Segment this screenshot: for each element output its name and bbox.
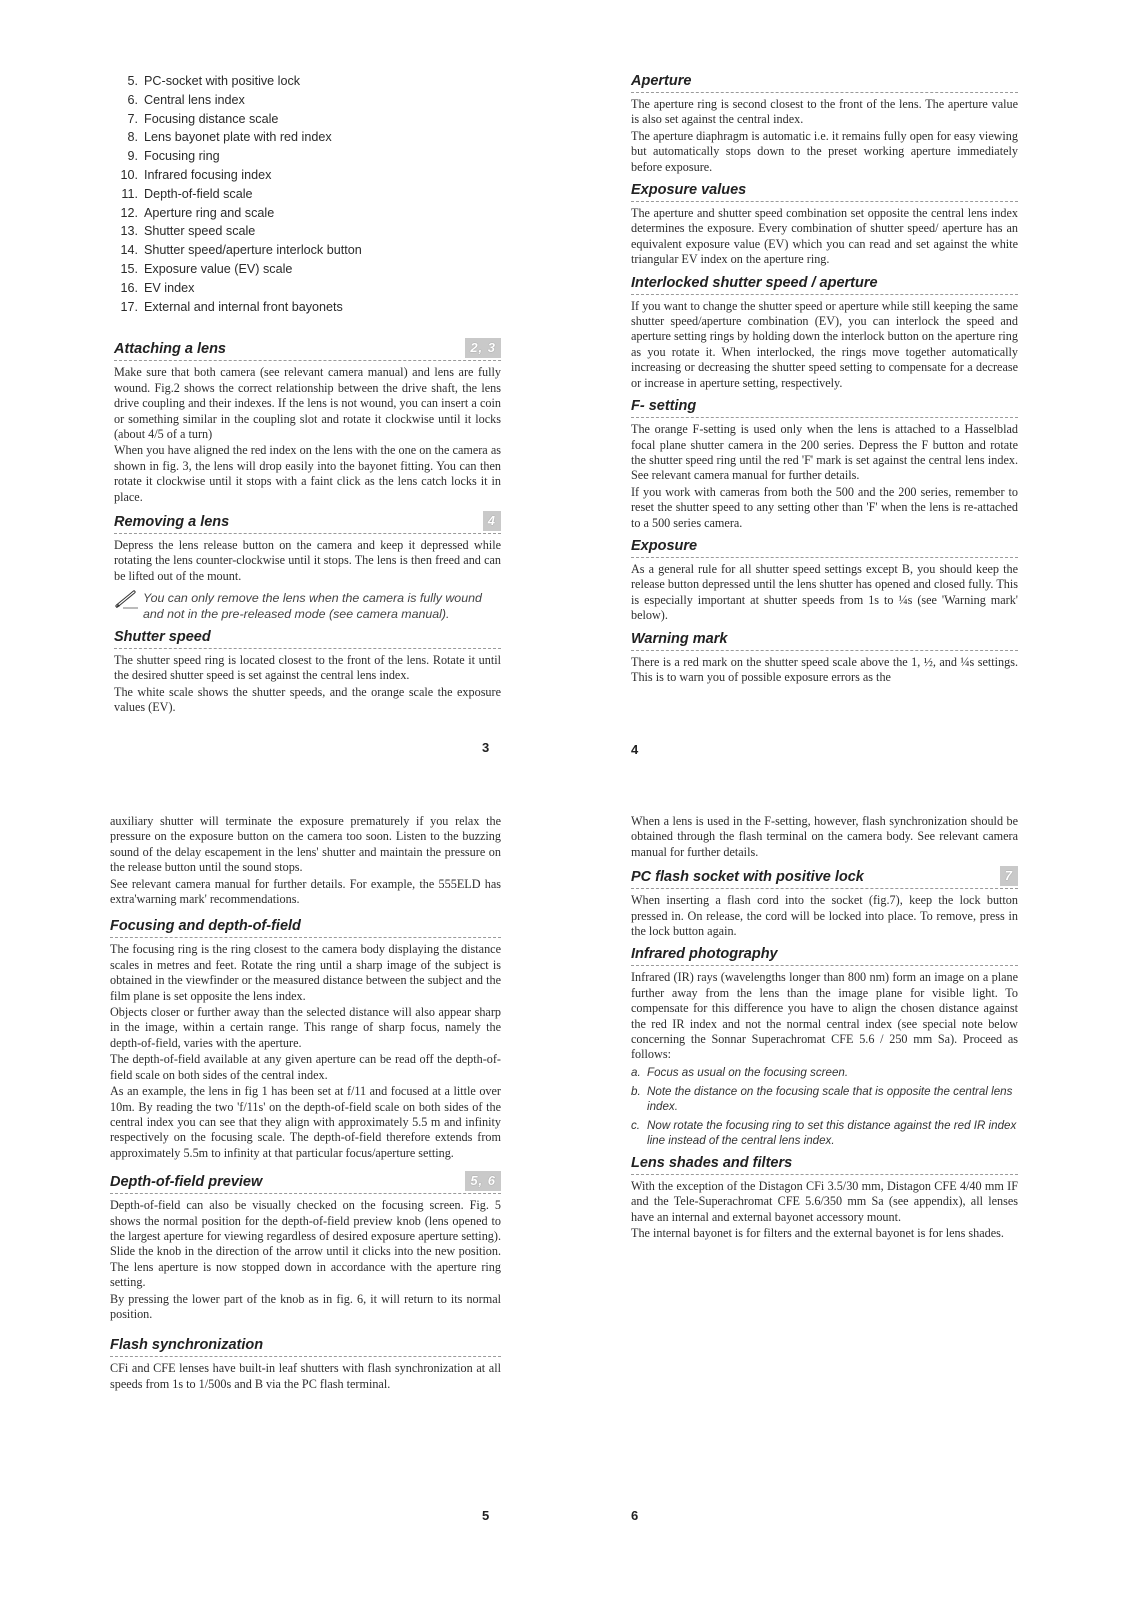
section-exposure bbox=[631, 537, 1018, 624]
section-heading bbox=[631, 945, 1018, 966]
paragraph: The internal bayonet is for filters and the external bayonet is for lens shades. bbox=[631, 1226, 1004, 1241]
paragraph: As an example, the lens in fig 1 has been set at f/11 and focused at a little over 10m. By reading the two 'f/11s' on the depth-of-field scale on both sides of the central index you can see that they align with approximately 5.5 m and infinity respectively on the focusing scale. The depth-of-field therefore extends from approximately 5.5m to infinity at that particular focus/aperture setting. bbox=[110, 1084, 501, 1160]
pencil-icon bbox=[114, 589, 140, 609]
note-text: You can only remove the lens when the camera is fully wound and not in the pre-released mode (see camera manual). bbox=[143, 591, 482, 621]
list-item: 16. EV index bbox=[120, 280, 195, 295]
paragraph: There is a red mark on the shutter speed scale above the 1, ½, and ¼s settings. This is to warn you of possible exposure errors as the bbox=[631, 654, 1018, 684]
section-heading bbox=[114, 628, 501, 649]
heading-infrared: Infrared photography bbox=[631, 946, 778, 963]
page-5-column bbox=[110, 814, 501, 1393]
section-interlocked bbox=[631, 274, 1018, 391]
paragraph: The aperture diaphragm is automatic i.e. it remains fully open for easy viewing but automatically stops down to the preset working aperture immediately before exposure. bbox=[631, 128, 1018, 174]
list-item: 7. Focusing distance scale bbox=[127, 111, 279, 126]
parts-list bbox=[114, 72, 501, 316]
section-flash-sync bbox=[110, 1336, 501, 1392]
list-item: 12. Aperture ring and scale bbox=[120, 205, 275, 220]
section-heading bbox=[631, 274, 1018, 295]
paragraph: Depress the lens release button on the camera and keep it depressed while rotating the lens counter-clockwise until it stops. The lens is then freed and can be lifted out of the mount. bbox=[114, 538, 501, 583]
paragraph: Depth-of-field can also be visually checked on the focusing screen. Fig. 5 shows the normal position for the depth-of-field preview knob (lens opened to the largest aperture for viewing regardless of desired exposure aperture setting). Slide the knob in the direction of the arrow until it clicks into the new position. The lens aperture is now stopped down in accordance with the aperture ring setting. bbox=[110, 1198, 501, 1290]
list-item: 14. Shutter speed/aperture interlock button bbox=[120, 243, 362, 258]
section-dof-preview bbox=[110, 1171, 501, 1322]
paragraph: When inserting a flash cord into the socket (fig.7), keep the lock button pressed in. On release, the cord will be locked into place. To remove, press in the lock button again. bbox=[631, 893, 1018, 939]
heading-lens-shades: Lens shades and filters bbox=[631, 1154, 793, 1171]
list-item: a. Focus as usual on the focusing screen. bbox=[631, 1065, 849, 1079]
heading-interlocked: Interlocked shutter speed / aperture bbox=[631, 274, 878, 291]
section-heading bbox=[110, 1336, 501, 1357]
heading-pc-flash: PC flash socket with positive lock bbox=[631, 869, 864, 886]
section-heading bbox=[114, 511, 501, 534]
section-heading bbox=[631, 630, 1018, 651]
paragraph: By pressing the lower part of the knob as in fig. 6, it will return to its normal position. bbox=[110, 1291, 501, 1321]
section-f-setting bbox=[631, 397, 1018, 531]
section-heading bbox=[631, 181, 1018, 202]
list-item: 8. Lens bayonet plate with red index bbox=[127, 130, 332, 145]
section-aperture bbox=[631, 72, 1018, 175]
list-item: 17. External and internal front bayonets bbox=[120, 299, 343, 314]
list-item: 6. Central lens index bbox=[127, 92, 245, 107]
section-heading bbox=[110, 917, 501, 938]
heading-f-setting: F- setting bbox=[631, 398, 697, 415]
heading-flash-sync: Flash synchronization bbox=[110, 1337, 264, 1354]
heading-exposure-values: Exposure values bbox=[631, 182, 747, 199]
page-number: 3 bbox=[482, 740, 490, 755]
heading-attaching-lens: Attaching a lens bbox=[114, 341, 226, 358]
page-number: 4 bbox=[631, 742, 639, 757]
note bbox=[114, 591, 501, 622]
list-item: 9. Focusing ring bbox=[127, 149, 220, 164]
heading-dof-preview: Depth-of-field preview bbox=[110, 1174, 263, 1191]
figure-badge: 4 bbox=[483, 511, 501, 531]
section-exposure-values bbox=[631, 181, 1018, 268]
paragraph: CFi and CFE lenses have built-in leaf shutters with flash synchronization at all speeds from 1s to 1/500s and B via the PC flash terminal. bbox=[110, 1361, 501, 1391]
section-heading bbox=[110, 1171, 501, 1194]
paragraph: When a lens is used in the F-setting, however, flash synchronization should be obtained through the flash terminal on the camera body. See relevant camera manual for further details. bbox=[631, 814, 1018, 859]
section-shutter-speed bbox=[114, 628, 501, 716]
list-item: 15. Exposure value (EV) scale bbox=[120, 261, 293, 276]
paragraph: If you want to change the shutter speed or aperture while still keeping the same shutter speed/aperture combination (EV), you can interlock the speed and aperture setting rings by holding down the interlock button on the aperture ring as you rotate it. When interlocked, the rings move together automatically increasing or decreasing the shutter speed setting to compensate for a decrease or increase in aperture setting, respectively. bbox=[631, 298, 1018, 390]
list-item: c. Now rotate the focusing ring to set this distance against the red IR index line instead of the central lens index. bbox=[631, 1118, 1017, 1147]
paragraph: Objects closer or further away than the selected distance will also appear sharp in the image, within a certain range. This range of sharp focus, namely the depth-of-field, varies with the aperture. bbox=[110, 1005, 501, 1050]
figure-badge: 2, 3 bbox=[465, 338, 501, 358]
paragraph: The aperture and shutter speed combination set opposite the central lens index determines the exposure. Every combination of shutter speed/ aperture has an equivalent exposure value (EV) which you can read and set against the white triangular EV index on the aperture ring. bbox=[631, 206, 1018, 267]
page-number: 6 bbox=[631, 1508, 639, 1523]
heading-aperture: Aperture bbox=[631, 73, 692, 89]
section-focusing bbox=[110, 917, 501, 1161]
section-pc-flash bbox=[631, 866, 1018, 939]
paragraph: With the exception of the Distagon CFi 3.5/30 mm, Distagon CFE 4/40 mm IF and the Tele-Superachromat CFE 5.6/350 mm Sa (see appendix), all lenses have an internal and external bayonet accessory mount. bbox=[631, 1178, 1018, 1224]
section-heading bbox=[631, 537, 1018, 558]
paragraph: auxiliary shutter will terminate the exposure prematurely if you relax the pressure on the exposure button on the camera too soon. Listen to the buzzing sound of the delay escapement in the lens' shutter and maintain the pressure on the release button until the sound stops. bbox=[110, 814, 501, 875]
steps-list bbox=[631, 1065, 1018, 1148]
list-item: 10. Infrared focusing index bbox=[120, 167, 272, 182]
section-heading bbox=[114, 338, 501, 361]
section-heading bbox=[631, 72, 1018, 93]
section-warning-mark bbox=[631, 630, 1018, 686]
paragraph: The focusing ring is the ring closest to the camera body displaying the distance scales in metres and feet. Rotate the ring until a sharp image of the subject is obtained in the viewfinder or the measured distance between the subject and the film plane is set opposite the lens index. bbox=[110, 942, 501, 1003]
list-item: b. Note the distance on the focusing scale that is opposite the central lens index. bbox=[631, 1084, 1013, 1113]
section-lens-shades bbox=[631, 1154, 1018, 1242]
paragraph: Infrared (IR) rays (wavelengths longer than 800 nm) form an image on a plane further away from the lens than the image plane for visible light. To compensate for this difference you have to align the chosen distance against the red IR index and not the normal central index (see special note below concerning the Sonnar Superachromat CFE 5.6 / 250 mm Sa). Proceed as follows: bbox=[631, 970, 1018, 1062]
list-item: 11. Depth-of-field scale bbox=[121, 186, 253, 201]
section-heading bbox=[631, 866, 1018, 889]
section-heading bbox=[631, 1154, 1018, 1175]
section-attaching-lens bbox=[114, 338, 501, 505]
paragraph: As a general rule for all shutter speed settings except B, you should keep the release button depressed until the lens shutter has opened and closed fully. This is especially important at shutter speeds from 1s to ¼s (see 'Warning mark' below). bbox=[631, 561, 1018, 623]
page-3-column bbox=[114, 72, 501, 717]
heading-exposure: Exposure bbox=[631, 537, 698, 554]
page-number: 5 bbox=[482, 1508, 490, 1523]
heading-removing-lens: Removing a lens bbox=[114, 514, 230, 531]
list-item: 13. Shutter speed scale bbox=[120, 224, 256, 239]
heading-warning-mark: Warning mark bbox=[631, 630, 728, 647]
heading-focusing: Focusing and depth-of-field bbox=[110, 918, 301, 935]
paragraph: The depth-of-field available at any given aperture can be read off the depth-of-field scale on both sides of the central index. bbox=[110, 1052, 501, 1082]
section-infrared bbox=[631, 945, 1018, 1147]
paragraph: The aperture ring is second closest to the front of the lens. The aperture value is also set against the central index. bbox=[631, 97, 1018, 127]
paragraph: Make sure that both camera (see relevant camera manual) and lens are fully wound. Fig.2 shows the correct relationship between the drive shaft, the lens drive coupling and their indexes. If the lens is not wound, you can insert a coin or something similar in the coupling slot and rotate it clockwise until it locks (about 4/5 of a turn) bbox=[114, 365, 501, 441]
paragraph: The orange F-setting is used only when the lens is attached to a Hasselblad focal plane shutter camera in the 200 series. Depress the F button and rotate the shutter speed ring until the red 'F' mark is set against the central lens index. See relevant camera manual for further details. bbox=[631, 422, 1018, 483]
page-4-column bbox=[631, 72, 1018, 686]
section-removing-lens bbox=[114, 511, 501, 622]
paragraph: The shutter speed ring is located closest to the front of the lens. Rotate it until the desired shutter speed is set against the central lens index. bbox=[114, 653, 501, 683]
section-heading bbox=[631, 397, 1018, 418]
paragraph: The white scale shows the shutter speeds, and the orange scale the exposure values (EV). bbox=[114, 684, 501, 715]
figure-badge: 7 bbox=[1000, 866, 1018, 886]
paragraph: If you work with cameras from both the 500 and the 200 series, remember to reset the shutter speed to any setting other than 'F' when the lens is re-attached to a 500 series camera. bbox=[631, 484, 1018, 530]
paragraph: When you have aligned the red index on the lens with the one on the camera as shown in fig. 3, the lens will drop easily into the bayonet fitting. You can then rotate it clockwise until it stops with a faint click as the lens catch locks it in place. bbox=[114, 443, 501, 504]
heading-shutter-speed: Shutter speed bbox=[114, 629, 211, 646]
page-6-column bbox=[631, 814, 1018, 1243]
figure-badge: 5, 6 bbox=[465, 1171, 501, 1191]
list-item: 5. PC-socket with positive lock bbox=[127, 74, 301, 88]
paragraph: See relevant camera manual for further details. For example, the 555ELD has extra'warning mark' recommendations. bbox=[110, 876, 501, 907]
